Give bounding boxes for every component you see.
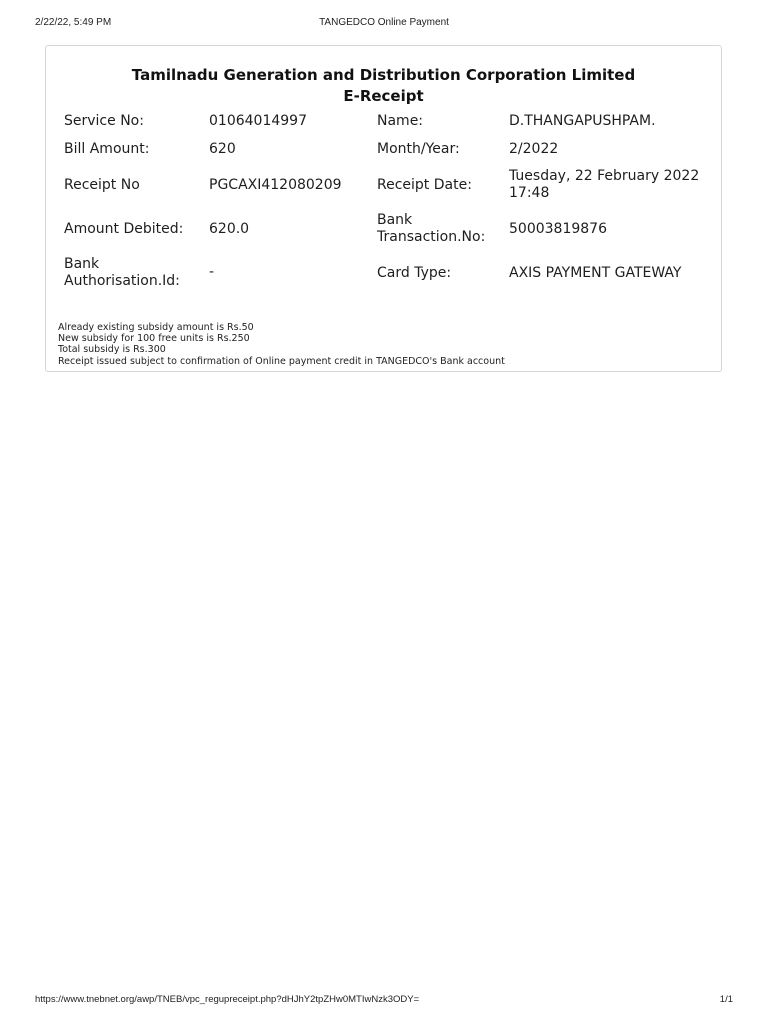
bill-amount-value: 620 xyxy=(209,141,236,157)
bank-transaction-label-line2: Transaction.No: xyxy=(377,229,486,245)
bank-authorisation-label-line2: Authorisation.Id: xyxy=(64,273,180,289)
print-datetime: 2/22/22, 5:49 PM xyxy=(35,17,112,28)
bank-authorisation-id-label xyxy=(64,256,204,290)
card-type-label: Card Type: xyxy=(377,265,452,281)
name-value: D.THANGAPUSHPAM. xyxy=(509,113,656,129)
subsidy-notes xyxy=(58,322,505,367)
amount-debited-value: 620.0 xyxy=(209,221,250,237)
month-year-value: 2/2022 xyxy=(509,141,559,157)
print-url: https://www.tnebnet.org/awp/TNEB/vpc_regupreceipt.php?dHJhY2tpZHw0MTIwNzk3ODY= xyxy=(35,994,420,1005)
receipt-no-label: Receipt No xyxy=(64,177,140,193)
bank-transaction-label-line1: Bank xyxy=(377,212,413,228)
print-header xyxy=(35,17,733,31)
print-page-number: 1/1 xyxy=(719,994,733,1005)
month-year-label: Month/Year: xyxy=(377,141,460,157)
receipt-no-value: PGCAXI412080209 xyxy=(209,177,342,193)
service-no-label: Service No: xyxy=(64,113,144,129)
note-line: New subsidy for 100 free units is Rs.250 xyxy=(58,333,250,345)
bank-authorisation-id-value: - xyxy=(209,264,215,280)
name-label: Name: xyxy=(377,113,424,129)
print-footer xyxy=(35,994,733,1008)
bill-amount-label: Bill Amount: xyxy=(64,141,150,157)
bank-transaction-no-label xyxy=(377,212,507,246)
note-line: Receipt issued subject to confirmation of Online payment credit in TANGEDCO's Bank account xyxy=(58,355,505,367)
card-type-value: AXIS PAYMENT GATEWAY xyxy=(509,265,682,281)
receipt-container xyxy=(45,45,722,372)
print-page-title: TANGEDCO Online Payment xyxy=(319,17,449,28)
organization-title: Tamilnadu Generation and Distribution Corporation Limited xyxy=(131,66,636,84)
note-line: Total subsidy is Rs.300 xyxy=(58,344,166,356)
receipt-date-label: Receipt Date: xyxy=(377,177,472,193)
receipt-date-value xyxy=(509,168,709,202)
bank-transaction-no-value: 50003819876 xyxy=(509,221,607,237)
receipt-date-time: 17:48 xyxy=(509,185,550,201)
note-line: Already existing subsidy amount is Rs.50 xyxy=(58,322,254,333)
service-no-value: 01064014997 xyxy=(209,113,307,129)
amount-debited-label: Amount Debited: xyxy=(64,221,184,237)
receipt-title: E-Receipt xyxy=(343,87,424,105)
receipt-date-day: Tuesday, 22 February 2022 xyxy=(509,168,700,184)
bank-authorisation-label-line1: Bank xyxy=(64,256,100,272)
